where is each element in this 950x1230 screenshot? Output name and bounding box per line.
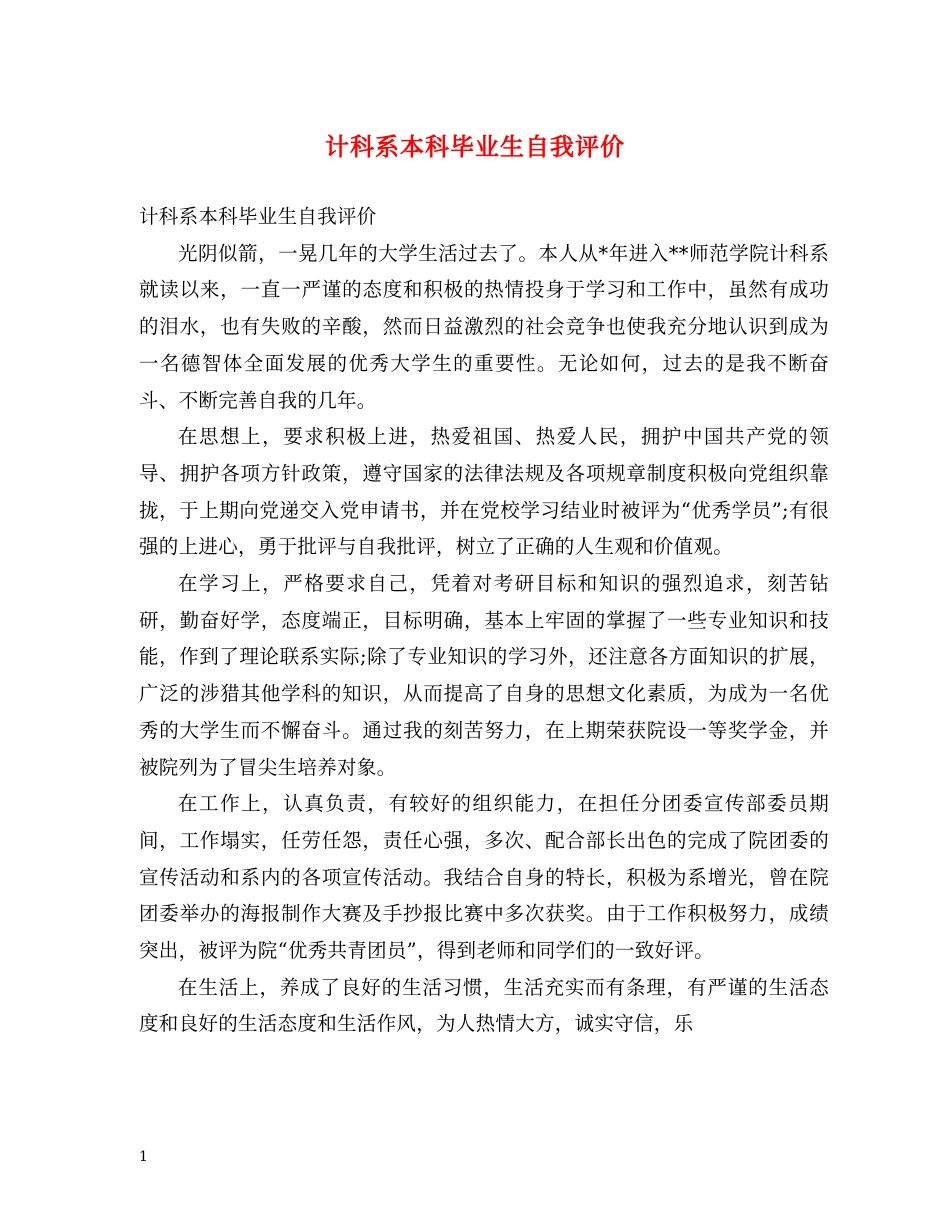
paragraph-work: 在工作上，认真负责，有较好的组织能力，在担任分团委宣传部委员期间，工作塌实，任劳任怨，责任心强，多次、配合部长出色的完成了院团委的宣传活动和系内的各项宣传活动。我结合自身的特长，积极为系增光，曾在院团委举办的海报制作大赛及手抄报比赛中多次获奖。由于工作积极努力，成绩突出，被评为院“优秀共青团员”，得到老师和同学们的一致好评。 (139, 792, 829, 963)
page-number: 1 (139, 1149, 148, 1165)
paragraph-ideology: 在思想上，要求积极上进，热爱祖国、热爱人民，拥护中国共产党的领导、拥护各项方针政策，遵守国家的法律法规及各项规章制度积极向党组织靠拢，于上期向党递交入党申请书，并在党校学习结业时被评为“优秀学员”;有很强的上进心，勇于批评与自我批评，树立了正确的人生观和价值观。 (139, 425, 829, 559)
paragraph-study: 在学习上，严格要求自己，凭着对考研目标和知识的强烈追求，刻苦钻研，勤奋好学，态度端正，目标明确，基本上牢固的掌握了一些专业知识和技能，作到了理论联系实际;除了专业知识的学习外，还注意各方面知识的扩展，广泛的涉猎其他学科的知识，从而提高了自身的思想文化素质，为成为一名优秀的大学生而不懈奋斗。通过我的刻苦努力，在上期荣获院设一等奖学金，并被院列为了冒尖生培养对象。 (139, 572, 829, 779)
document-body (139, 199, 829, 1043)
document-title: 计科系本科毕业生自我评价 (325, 132, 625, 161)
paragraph-life: 在生活上，养成了良好的生活习惯，生活充实而有条理，有严谨的生活态度和良好的生活态度和生活作风，为人热情大方，诚实守信，乐 (139, 975, 829, 1036)
document-subtitle: 计科系本科毕业生自我评价 (139, 205, 377, 228)
paragraph-intro: 光阴似箭，一晃几年的大学生活过去了。本人从*年进入**师范学院计科系就读以来，一直一严谨的态度和积极的热情投身于学习和工作中，虽然有成功的泪水，也有失败的辛酸，然而日益激烈的社会竞争也使我充分地认识到成为一名德智体全面发展的优秀大学生的重要性。无论如何，过去的是我不断奋斗、不断完善自我的几年。 (139, 241, 829, 412)
